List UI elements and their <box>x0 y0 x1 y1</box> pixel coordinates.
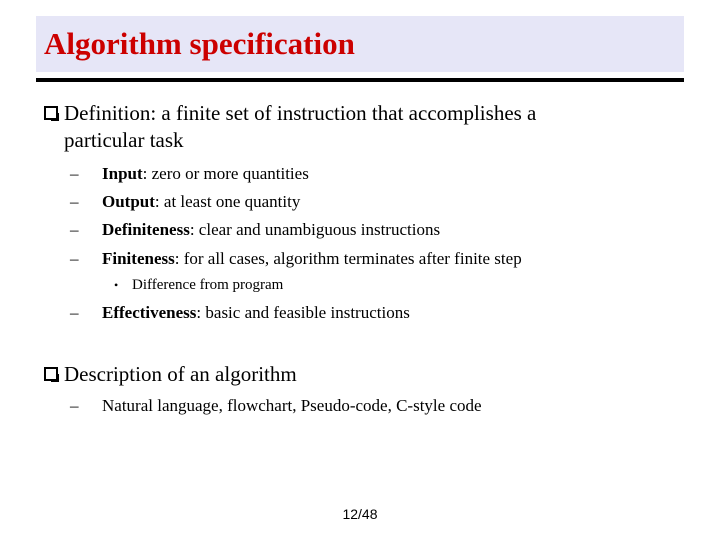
list-item-output <box>70 188 300 216</box>
list-item-finiteness <box>70 245 522 273</box>
list-item-input <box>70 160 309 188</box>
sub-bullet-difference <box>114 273 283 297</box>
term-effectiveness: Effectiveness <box>102 303 197 322</box>
term-input: Input <box>102 164 143 183</box>
list-item-description-forms <box>70 392 482 420</box>
term-finiteness-desc: : for all cases, algorithm terminates after finite step <box>174 249 522 268</box>
description-bullet <box>44 361 297 388</box>
term-input-desc: : zero or more quantities <box>142 164 309 183</box>
list-item-definiteness <box>70 216 440 244</box>
term-definiteness: Definiteness <box>102 220 190 239</box>
dash-marker: – <box>70 220 79 239</box>
term-definiteness-desc: : clear and unambiguous instructions <box>189 220 441 239</box>
dash-marker: – <box>70 396 79 415</box>
sub-bullet-text: Difference from program <box>132 277 284 293</box>
definition-bullet <box>44 100 536 154</box>
description-line-1: Description of an algorithm <box>64 362 297 386</box>
dot-marker: • <box>114 278 119 292</box>
dash-marker: – <box>70 303 79 322</box>
checkbox-bullet-icon <box>44 106 58 120</box>
slide-title: Algorithm specification <box>44 26 355 61</box>
page-number: 12/48 <box>342 506 378 522</box>
list-item-effectiveness <box>70 299 410 327</box>
definition-line-1: Definition: a finite set of instruction that accomplishes a <box>64 101 537 125</box>
dash-marker: – <box>70 192 79 211</box>
description-forms-text: Natural language, flowchart, Pseudo-code, C-style code <box>102 396 482 415</box>
checkbox-bullet-icon <box>44 367 58 381</box>
dash-marker: – <box>70 164 79 183</box>
term-output: Output <box>102 192 155 211</box>
title-band <box>36 16 684 72</box>
term-output-desc: : at least one quantity <box>154 192 301 211</box>
term-finiteness: Finiteness <box>102 249 175 268</box>
dash-marker: – <box>70 249 79 268</box>
definition-line-2: particular task <box>64 128 184 152</box>
term-effectiveness-desc: : basic and feasible instructions <box>196 303 410 322</box>
title-rule <box>36 78 684 82</box>
